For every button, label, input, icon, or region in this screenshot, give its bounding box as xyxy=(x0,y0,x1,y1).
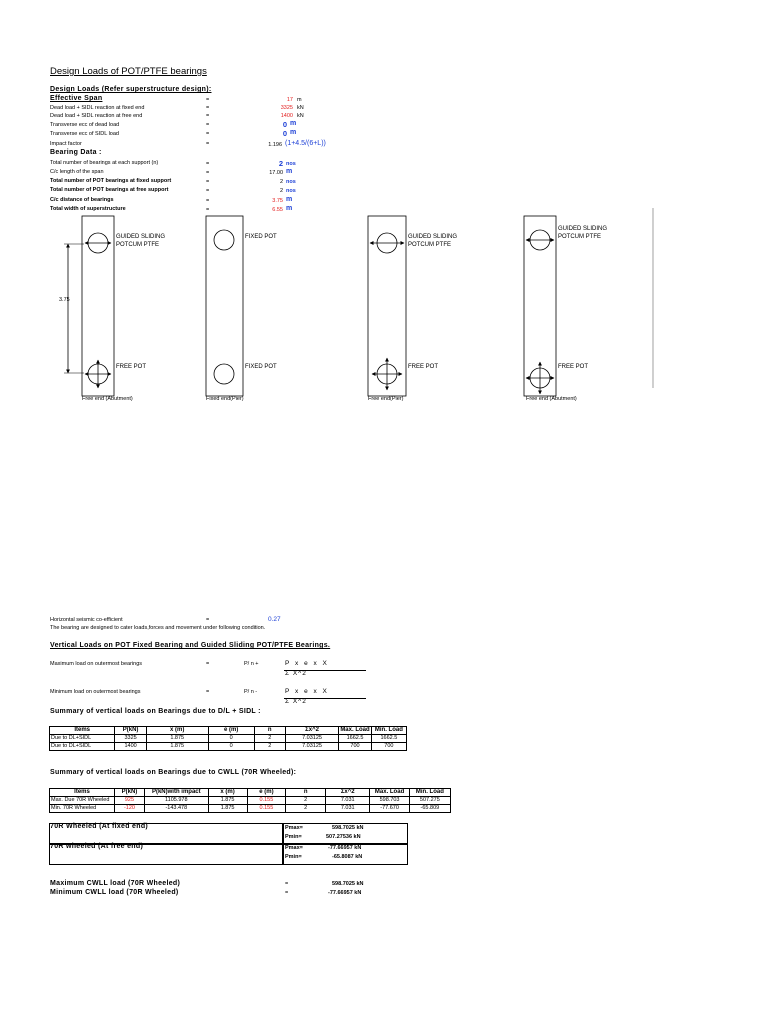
table-cell: 925 xyxy=(115,797,145,805)
min-load-denominator: Σ X^2 xyxy=(285,698,307,705)
table-cell: 7.03125 xyxy=(285,743,338,751)
bearing-row-value: 2 xyxy=(279,179,283,185)
table-cell: 0.155 xyxy=(247,797,286,805)
max-load-denominator: Σ X^2 xyxy=(285,670,307,677)
row-value: 1400 xyxy=(280,113,293,119)
table-cell: 1662.5 xyxy=(371,735,406,743)
pier-2-bottom-label: FIXED POT xyxy=(245,364,277,370)
pier-1-bottom-label: FREE POT xyxy=(116,364,147,370)
row-unit: m xyxy=(290,129,297,136)
pier-4-caption: Free end (Abutment) xyxy=(526,396,577,402)
table-cell: 0 xyxy=(208,735,254,743)
bearing-row-unit: m xyxy=(286,205,293,212)
seismic-label: Horizontal seismic co-efficient xyxy=(50,617,123,623)
max-load-label: Maximum load on outermost bearings xyxy=(50,661,143,667)
pier-1-top-label: GUIDED SLIDING POTCUM PTFE xyxy=(116,234,166,248)
table-cell: -77.670 xyxy=(370,805,409,813)
bearing-row-value: 2 xyxy=(279,188,283,194)
table-header: n xyxy=(254,727,285,735)
bearing-row-value: 17.00 xyxy=(269,170,283,176)
row-value: 0 xyxy=(282,129,287,138)
pier-1-caption: Free end (Abutment) xyxy=(82,396,133,402)
bearing-row-unit: nos xyxy=(286,161,296,167)
table-cell: 3325 xyxy=(115,735,147,743)
row-value: 3325 xyxy=(280,105,293,111)
free-pmin-label: Pmin= xyxy=(285,854,302,860)
table-cell: 507.275 xyxy=(409,797,450,805)
design-loads-heading: Design Loads (Refer superstructure design): xyxy=(50,86,212,93)
table-header: P(kN)with impact xyxy=(144,789,208,797)
bearing-row-eq: = xyxy=(206,188,210,194)
bearing-row-label: C/c distance of bearings xyxy=(50,197,114,203)
table-cell: 2 xyxy=(286,797,326,805)
table-cell: 7.03125 xyxy=(285,735,338,743)
bearing-row-value: 3.75 xyxy=(272,198,283,204)
bearing-row-label: Total width of superstructure xyxy=(50,206,126,212)
pier-4-bottom-label: FREE POT xyxy=(558,364,589,370)
row-unit: m xyxy=(290,120,297,127)
table-cell: -65.809 xyxy=(409,805,450,813)
table-cell: 1.875 xyxy=(146,735,208,743)
table-header: P(kN) xyxy=(115,727,147,735)
row-value: 0 xyxy=(282,120,287,129)
bearing-layout-diagram xyxy=(0,0,768,420)
summary-cwll-heading: Summary of vertical loads on Bearings due to CWLL (70R Wheeled): xyxy=(50,769,297,776)
table-cell: 7.031 xyxy=(326,797,370,805)
table-header: e (m) xyxy=(247,789,286,797)
table-cell: Due to DL+SIDL xyxy=(50,743,115,751)
min-load-eq: = xyxy=(206,689,210,695)
max-load-numerator: P x e x X xyxy=(285,660,329,667)
table-header: Items xyxy=(50,789,115,797)
table-cell: -120 xyxy=(115,805,145,813)
pier-4-top-label: GUIDED SLIDING POTCUM PTFE xyxy=(558,226,608,240)
table-row xyxy=(50,805,451,813)
page-title: Design Loads of POT/PTFE bearings xyxy=(50,66,207,77)
min-load-label: Minimum load on outermost bearings xyxy=(50,689,141,695)
cwll-summary-table xyxy=(49,788,451,813)
impact-factor-formula: (1+4.5/(6+L)) xyxy=(285,140,326,147)
impact-factor-value: 1.196 xyxy=(268,142,282,148)
free-pmax-label: Pmax= xyxy=(285,845,303,851)
table-cell: 1.875 xyxy=(208,797,247,805)
table-header: Min. Load xyxy=(371,727,406,735)
table-cell: Due to DL+SIDL xyxy=(50,735,115,743)
bearing-row-value: 6.55 xyxy=(272,207,283,213)
summary-dl-heading: Summary of vertical loads on Bearings due to D/L + SIDL : xyxy=(50,708,261,715)
table-row xyxy=(50,743,407,751)
effective-span-unit: m xyxy=(297,97,302,103)
table-header: x (m) xyxy=(146,727,208,735)
effective-span-eq: = xyxy=(206,97,210,103)
bearing-row-eq: = xyxy=(206,198,210,204)
table-cell: 2 xyxy=(254,743,285,751)
table-cell: 1.875 xyxy=(146,743,208,751)
row-eq: = xyxy=(206,131,210,137)
table-cell: 700 xyxy=(371,743,406,751)
table-cell: 0.155 xyxy=(247,805,286,813)
bearing-row-label: Total number of POT bearings at fixed support xyxy=(50,178,172,184)
seismic-note: The bearing are designed to cater loads,forces and movement under following condition. xyxy=(50,625,266,631)
table-cell: 2 xyxy=(286,805,326,813)
bearing-row-eq: = xyxy=(206,179,210,185)
table-header: Items xyxy=(50,727,115,735)
pier-2 xyxy=(206,216,243,396)
fixed-pmax-value: 598.7025 kN xyxy=(332,825,364,831)
pier-2-top-label: FIXED POT xyxy=(245,234,277,240)
table-cell: -143.478 xyxy=(144,805,208,813)
row-label: Transverse ecc of SIDL load xyxy=(50,131,119,137)
free-end-label: 70R wheeled (At free end) xyxy=(50,843,144,850)
vertical-loads-heading: Vertical Loads on POT Fixed Bearing and Guided Sliding POT/PTFE Bearings. xyxy=(50,642,331,649)
table-cell: 700 xyxy=(339,743,372,751)
bearing-row-eq: = xyxy=(206,170,210,176)
max-load-expr: P/ n + xyxy=(244,661,259,667)
row-label: Impact factor xyxy=(50,141,82,147)
table-header: Σx^2 xyxy=(326,789,370,797)
row-label: Transverse ecc of dead load xyxy=(50,122,120,128)
table-cell: Min. 70R Wheeled xyxy=(50,805,115,813)
dimension-label: 3.75 xyxy=(59,297,70,303)
seismic-value: 0.27 xyxy=(268,616,281,623)
row-eq: = xyxy=(206,105,210,111)
row-unit: kN xyxy=(297,105,304,111)
bearing-row-unit: nos xyxy=(286,188,296,194)
table-header: Σx^2 xyxy=(285,727,338,735)
row-label: Dead load + SIDL reaction at fixed end xyxy=(50,105,145,111)
table-header: P(kN) xyxy=(115,789,145,797)
effective-span-value: 17 xyxy=(286,97,293,103)
table-header: Min. Load xyxy=(409,789,450,797)
row-eq: = xyxy=(206,122,210,128)
fixed-end-label: 70R Wheeled (At fixed end) xyxy=(50,823,149,830)
cwll-max-label: Maximum CWLL load (70R Wheeled) xyxy=(50,880,181,887)
effective-span-label: Effective Span xyxy=(50,95,103,102)
table-row xyxy=(50,797,451,805)
bearing-data-heading: Bearing Data : xyxy=(50,149,102,156)
cwll-max-value: 598.7025 kN xyxy=(332,881,364,887)
pier-3-caption: Free end(Pier) xyxy=(368,396,404,402)
table-cell: 1662.5 xyxy=(339,735,372,743)
pier-2-caption: Fixed end(Pier) xyxy=(206,396,244,402)
table-cell: 0 xyxy=(208,743,254,751)
row-unit: kN xyxy=(297,113,304,119)
row-eq: = xyxy=(206,113,210,119)
table-cell: 7.031 xyxy=(326,805,370,813)
max-load-eq: = xyxy=(206,661,210,667)
fixed-pmax-label: Pmax= xyxy=(285,825,303,831)
table-cell: 598.703 xyxy=(370,797,409,805)
table-header: Max. Load xyxy=(370,789,409,797)
dl-summary-table xyxy=(49,726,407,751)
row-label: Dead load + SIDL reaction at free end xyxy=(50,113,143,119)
bearing-row-unit: m xyxy=(286,168,293,175)
bearing-row-unit: nos xyxy=(286,179,296,185)
bearing-row-unit: m xyxy=(286,196,293,203)
cwll-max-eq: = xyxy=(285,881,289,887)
table-header: n xyxy=(286,789,326,797)
bearing-row-label: C/c length of the span xyxy=(50,169,104,175)
table-cell: Max. Due 70R Wheeled xyxy=(50,797,115,805)
table-cell: 1.875 xyxy=(208,805,247,813)
min-load-expr: P/ n - xyxy=(244,689,258,695)
bearing-row-label: Total number of POT bearings at free support xyxy=(50,187,169,193)
bearing-row-eq: = xyxy=(206,161,210,167)
bearing-row-value: 2 xyxy=(278,159,283,168)
table-cell: 1105.978 xyxy=(144,797,208,805)
table-header: e (m) xyxy=(208,727,254,735)
fixed-pmin-value: 507.27536 kN xyxy=(326,834,361,840)
table-header: x (m) xyxy=(208,789,247,797)
free-pmin-value: -65.8087 kN xyxy=(332,854,363,860)
table-cell: 1400 xyxy=(115,743,147,751)
pier-3-bottom-label: FREE POT xyxy=(408,364,439,370)
table-header: Max. Load xyxy=(340,727,370,733)
table-row xyxy=(50,735,407,743)
bearing-row-label: Total number of bearings at each support (n) xyxy=(50,160,159,166)
cwll-min-value: -77.66957 kN xyxy=(328,890,362,896)
row-eq: = xyxy=(206,141,210,147)
bearing-row-eq: = xyxy=(206,207,210,213)
table-cell: 2 xyxy=(254,735,285,743)
free-pmax-value: -77.66957 kN xyxy=(328,845,362,851)
min-load-numerator: P x e x X xyxy=(285,688,329,695)
cwll-min-label: Minimum CWLL load (70R Wheeled) xyxy=(50,889,179,896)
seismic-eq: = xyxy=(206,617,210,623)
pier-3-top-label: GUIDED SLIDING POTCUM PTFE xyxy=(408,234,458,248)
fixed-pmin-label: Pmin= xyxy=(285,834,302,840)
cwll-min-eq: = xyxy=(285,890,289,896)
